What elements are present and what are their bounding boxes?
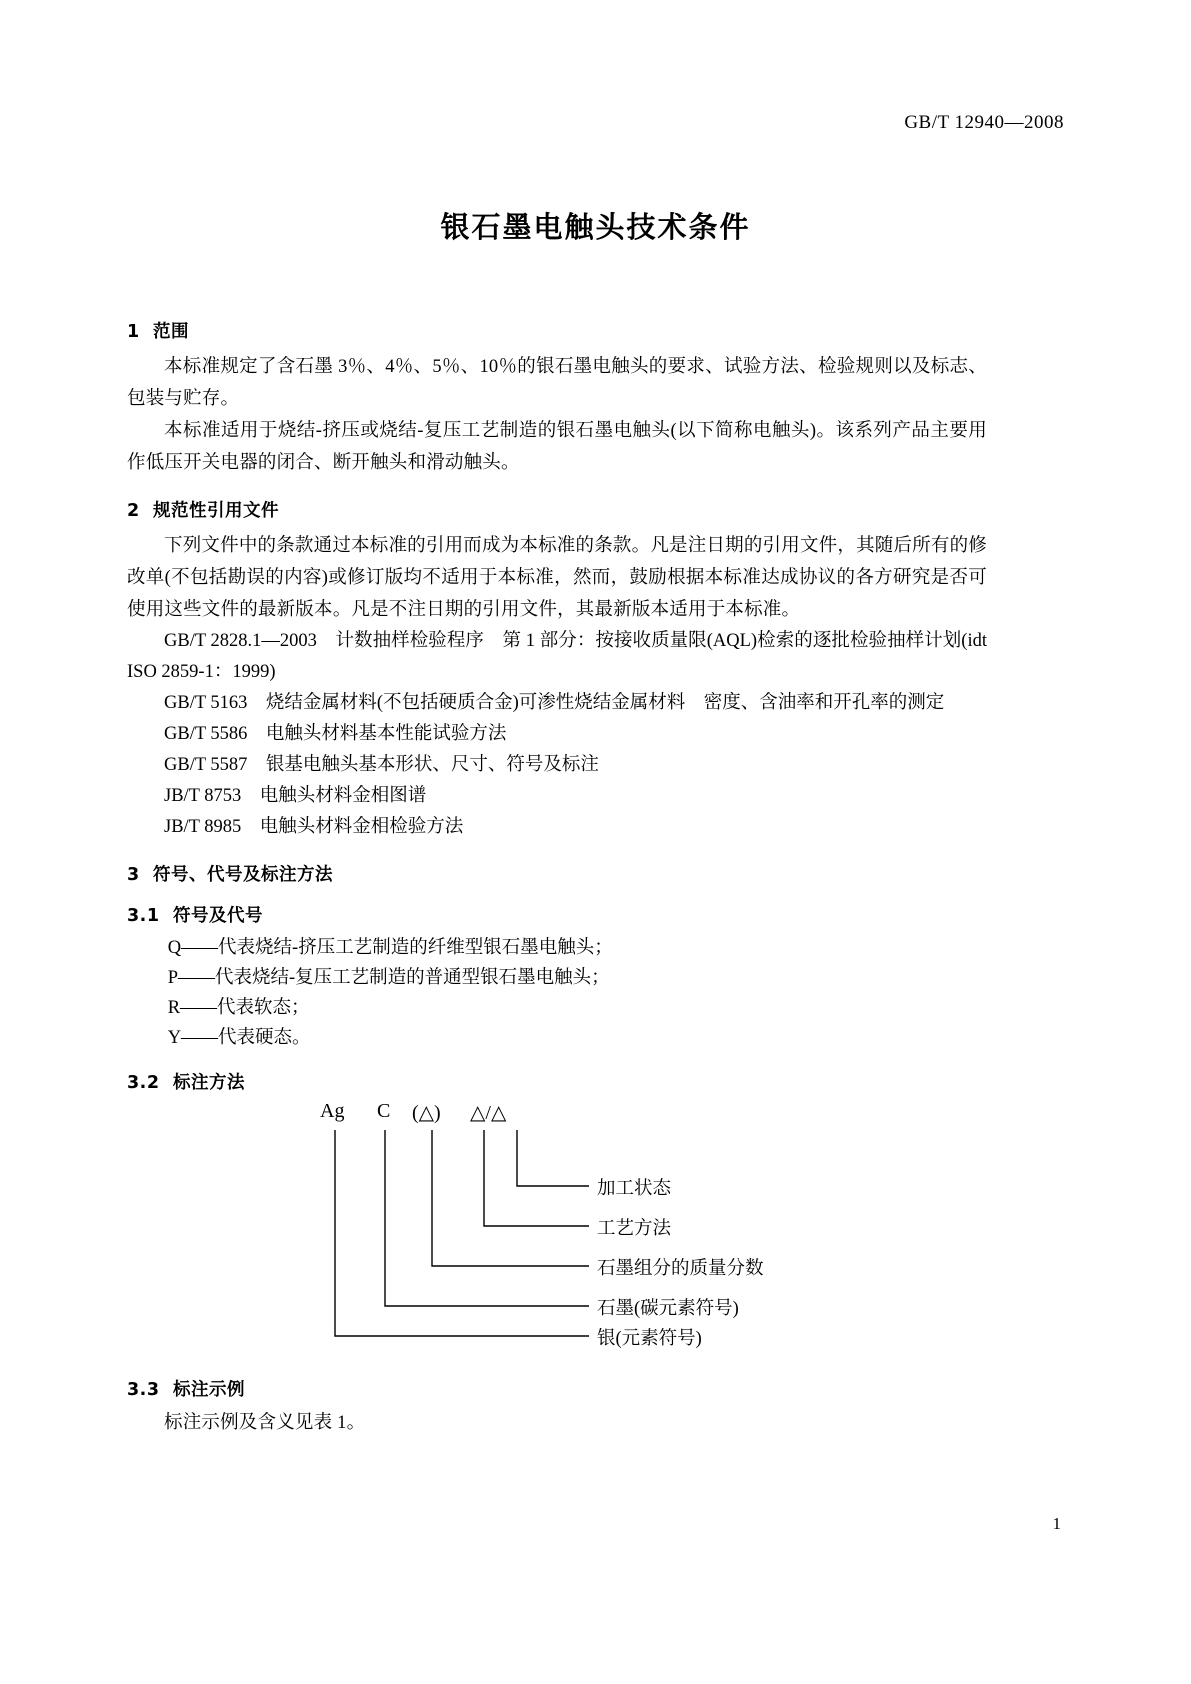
reference-item: JB/T 8753 电触头材料金相图谱 <box>164 786 427 806</box>
symbol-item: P——代表烧结-复压工艺制造的普通型银石墨电触头； <box>167 968 610 988</box>
paragraph-3-3-1: 标注示例及含义见表 1。 <box>164 1413 366 1433</box>
callout-label-silver-symbol: 银(元素符号) <box>597 1329 702 1349</box>
section-title-2: 规范性引用文件 <box>153 501 279 521</box>
section-number-3-2: 3.2 <box>127 1073 160 1093</box>
symbol-item: Q——代表烧结-挤压工艺制造的纤维型银石墨电触头； <box>167 938 613 958</box>
paragraph-2-1: 下列文件中的条款通过本标准的引用而成为本标准的条款。凡是注日期的引用文件，其随后所有的修改单(不包括勘误的内容)或修订版均不适用于本标准，然而，鼓励根据本标准达成协议的各方研究是否可使用这些文件的最新版本。凡是不注日期的引用文件，其最新版本适用于本标准。 <box>127 536 987 620</box>
page-title: 银石墨电触头技术条件 <box>440 210 751 244</box>
code-symbol-graphite-fraction: (△) <box>412 1102 441 1124</box>
section-heading-3 <box>127 861 987 886</box>
callout-label-processing-state: 加工状态 <box>597 1179 672 1199</box>
designation-diagram <box>127 1100 987 1360</box>
section-number-3-1: 3.1 <box>127 906 160 926</box>
document-body <box>127 300 987 1439</box>
paragraph-1-1: 本标准规定了含石墨 3％、4％、5％、10％的银石墨电触头的要求、试验方法、检验规则以及标志、包装与贮存。 <box>127 357 987 409</box>
symbol-item: Y——代表硬态。 <box>167 1028 311 1048</box>
section-number-3: 3 <box>127 865 140 885</box>
section-title-3: 符号、代号及标注方法 <box>153 865 333 885</box>
code-symbol-process-state: △/△ <box>470 1102 507 1124</box>
callout-label-graphite-symbol: 石墨(碳元素符号) <box>597 1299 739 1319</box>
callout-label-graphite-mass-fraction: 石墨组分的质量分数 <box>597 1259 764 1279</box>
reference-item: GB/T 2828.1—2003 计数抽样检验程序 第 1 部分：按接收质量限(AQL)检索的逐批检验抽样计划(idt ISO 2859-1：1999) <box>127 631 987 682</box>
reference-item: GB/T 5163 烧结金属材料(不包括硬质合金)可渗性烧结金属材料 密度、含油率和开孔率的测定 <box>164 693 945 713</box>
page-number: 1 <box>1052 1514 1061 1533</box>
code-symbol-ag: Ag <box>320 1100 345 1122</box>
section-number-2: 2 <box>127 501 140 521</box>
section-heading-3-3 <box>127 1376 987 1401</box>
section-heading-3-2 <box>127 1069 987 1094</box>
paragraph-1-2: 本标准适用于烧结-挤压或烧结-复压工艺制造的银石墨电触头(以下简称电触头)。该系列产品主要用作低压开关电器的闭合、断开触头和滑动触头。 <box>127 421 987 473</box>
reference-item: JB/T 8985 电触头材料金相检验方法 <box>164 817 464 837</box>
section-number-1: 1 <box>127 322 140 342</box>
section-title-3-3: 标注示例 <box>173 1380 245 1400</box>
code-symbol-c: C <box>377 1100 391 1122</box>
callout-label-process-method: 工艺方法 <box>597 1219 672 1239</box>
reference-item: GB/T 5586 电触头材料基本性能试验方法 <box>164 724 507 744</box>
section-heading-3-1 <box>127 902 987 927</box>
symbol-item: R——代表软态； <box>167 998 310 1018</box>
diagram-leader-lines <box>127 1100 987 1360</box>
section-heading-1 <box>127 318 987 343</box>
section-title-1: 范围 <box>153 322 189 342</box>
section-title-3-1: 符号及代号 <box>173 906 263 926</box>
section-number-3-3: 3.3 <box>127 1380 160 1400</box>
page-header: GB/T 12940—2008 <box>904 112 1064 133</box>
section-heading-2 <box>127 497 987 522</box>
reference-item: GB/T 5587 银基电触头基本形状、尺寸、符号及标注 <box>164 755 599 775</box>
section-title-3-2: 标注方法 <box>173 1073 245 1093</box>
